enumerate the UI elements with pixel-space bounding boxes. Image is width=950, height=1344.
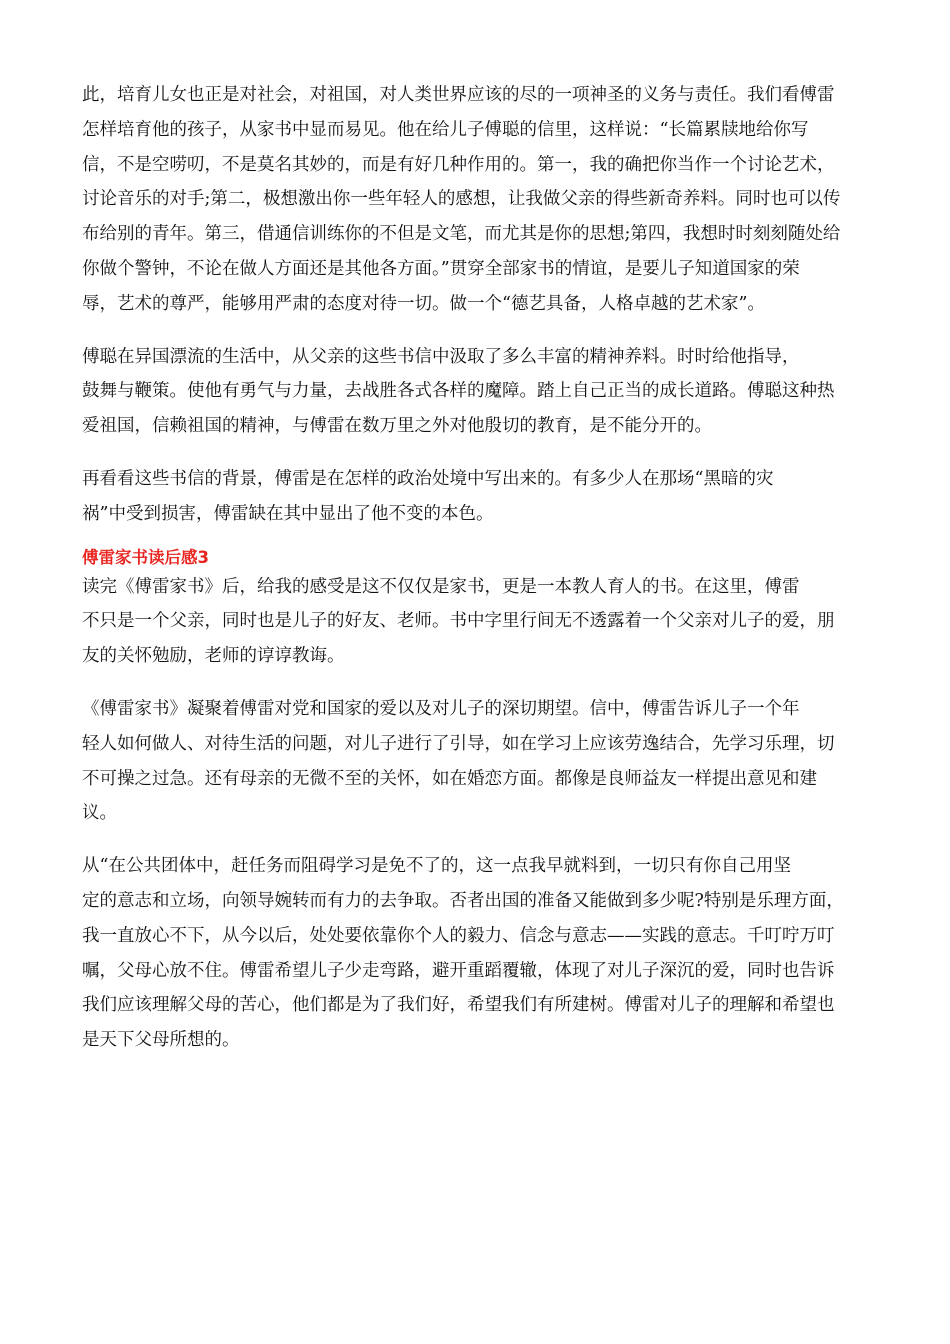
text-line: 爱祖国，信赖祖国的精神，与傅雷在数万里之外对他殷切的教育，是不能分开的。	[82, 416, 712, 437]
text-line: 议。	[82, 803, 117, 824]
text-line: 我们应该理解父母的苦心，他们都是为了我们好，希望我们有所建树。傅雷对儿子的理解和希望也	[82, 995, 835, 1016]
text-line: 《傅雷家书》凝聚着傅雷对党和国家的爱以及对儿子的深切期望。信中，傅雷告诉儿子一个年	[82, 698, 800, 719]
text-line: 友的关怀勉励，老师的谆谆教诲。	[82, 646, 345, 667]
text-line: 是天下父母所想的。	[82, 1030, 240, 1051]
paragraph	[82, 462, 872, 532]
body-text-part-2	[82, 570, 872, 1058]
text-line: 从“在公共团体中，赶任务而阻碍学习是免不了的，这一点我早就料到，一切只有你自己用坚	[82, 856, 791, 877]
text-line: 读完《傅雷家书》后，给我的感受是这不仅仅是家书，更是一本教人育人的书。在这里，傅雷	[82, 576, 800, 597]
paragraph	[82, 78, 872, 322]
document-page	[82, 78, 872, 1058]
text-line: 轻人如何做人、对待生活的问题，对儿子进行了引导，如在学习上应该劳逸结合，先学习乐理，切	[82, 733, 835, 754]
text-line: 嘱，父母心放不住。傅雷希望儿子少走弯路，避开重蹈覆辙，体现了对儿子深沉的爱，同时也告诉	[82, 960, 835, 981]
text-line: 不只是一个父亲，同时也是儿子的好友、老师。书中字里行间无不透露着一个父亲对儿子的爱，朋	[82, 611, 835, 632]
text-line: 再看看这些书信的背景，傅雷是在怎样的政治处境中写出来的。有多少人在那场“黑暗的灾	[82, 468, 774, 489]
text-line: 信，不是空唠叨，不是莫名其妙的，而是有好几种作用的。第一，我的确把你当作一个讨论艺术，	[82, 154, 835, 175]
paragraph	[82, 692, 872, 831]
paragraph	[82, 340, 872, 444]
text-line: 我一直放心不下，从今以后，处处要依靠你个人的毅力、信念与意志——实践的意志。千叮咛万叮	[82, 925, 835, 946]
text-line: 鼓舞与鞭策。使他有勇气与力量，去战胜各式各样的魔障。踏上自己正当的成长道路。傅聪这种热	[82, 381, 835, 402]
text-line: 怎样培育他的孩子，从家书中显而易见。他在给儿子傅聪的信里，这样说：“长篇累牍地给你写	[82, 119, 809, 140]
text-line: 辱，艺术的尊严，能够用严肃的态度对待一切。做一个“德艺具备，人格卓越的艺术家”。	[82, 293, 765, 314]
text-line: 此，培育儿女也正是对社会，对祖国，对人类世界应该的尽的一项神圣的义务与责任。我们看傅雷	[82, 85, 835, 105]
text-line: 你做个警钟，不论在做人方面还是其他各方面。”贯穿全部家书的情谊，是要儿子知道国家的荣	[82, 258, 800, 279]
text-line: 傅聪在异国漂流的生活中，从父亲的这些书信中汲取了多么丰富的精神养料。时时给他指导，	[82, 346, 800, 367]
text-line: 祸”中受到损害，傅雷缺在其中显出了他不变的本色。	[82, 503, 494, 524]
text-line: 定的意志和立场，向领导婉转而有力的去争取。否者出国的准备又能做到多少呢?特别是乐理方面，	[82, 890, 844, 911]
text-line: 布给别的青年。第三，借通信训练你的不但是文笔，而尤其是你的思想;第四，我想时时刻刻随处给	[82, 224, 841, 245]
paragraph	[82, 849, 872, 1058]
section-heading: 傅雷家书读后感3	[82, 547, 209, 567]
paragraph	[82, 570, 872, 674]
text-line: 不可操之过急。还有母亲的无微不至的关怀，如在婚恋方面。都像是良师益友一样提出意见和建	[82, 768, 817, 789]
text-line: 讨论音乐的对手;第二，极想激出你一些年轻人的感想，让我做父亲的得些新奇养料。同时也可以传	[82, 189, 841, 210]
body-text-part-1	[82, 78, 872, 532]
